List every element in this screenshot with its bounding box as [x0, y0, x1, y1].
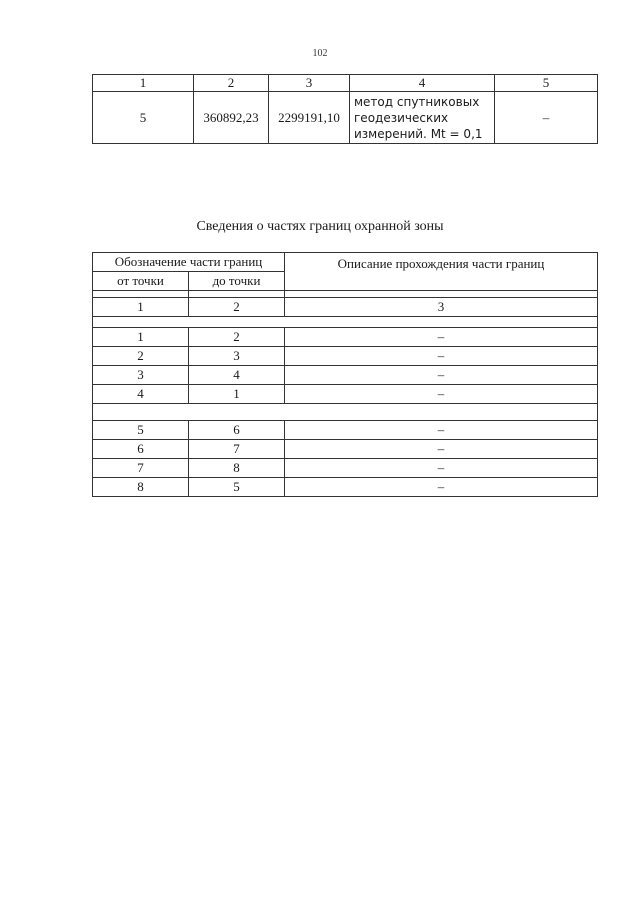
to-cell: 5 [189, 478, 285, 497]
desc-cell: – [285, 459, 598, 478]
from-cell: 5 [93, 421, 189, 440]
gap-row [93, 291, 598, 298]
table-header-row [93, 253, 598, 272]
table-row [93, 478, 598, 497]
number-cell: 3 [285, 298, 598, 317]
to-cell: 4 [189, 366, 285, 385]
header-group-cell: Обозначение части границ [93, 253, 285, 272]
page-number: 102 [312, 48, 328, 59]
table-row [93, 459, 598, 478]
desc-cell: – [285, 328, 598, 347]
table-row [93, 440, 598, 459]
method-line: измерений. Mt = 0,1 [354, 126, 483, 141]
spacer-row [93, 404, 598, 421]
column-numbers-row [93, 298, 598, 317]
x-coordinate-cell: 360892,23 [194, 92, 269, 144]
table-row [93, 92, 598, 144]
from-cell: 8 [93, 478, 189, 497]
section-title: Сведения о частях границ охранной зоны [196, 219, 444, 234]
coordinates-table [92, 74, 598, 144]
y-coordinate-cell: 2299191,10 [269, 92, 350, 144]
number-cell: 2 [189, 298, 285, 317]
from-cell: 1 [93, 328, 189, 347]
number-cell: 1 [93, 298, 189, 317]
to-cell: 6 [189, 421, 285, 440]
from-cell: 2 [93, 347, 189, 366]
desc-cell: – [285, 366, 598, 385]
from-cell: 7 [93, 459, 189, 478]
spacer-row [93, 317, 598, 328]
from-cell: 4 [93, 385, 189, 404]
header-from-cell: от точки [93, 272, 189, 291]
table-row [93, 347, 598, 366]
header-cell: 3 [269, 75, 350, 92]
table-row [93, 385, 598, 404]
table-row [93, 328, 598, 347]
method-line: геодезических [354, 110, 449, 125]
to-cell: 2 [189, 328, 285, 347]
from-cell: 6 [93, 440, 189, 459]
table-row [93, 366, 598, 385]
boundary-parts-table [92, 252, 598, 497]
desc-cell: – [285, 421, 598, 440]
point-cell: 5 [93, 92, 194, 144]
header-cell: 5 [495, 75, 598, 92]
table-row [93, 421, 598, 440]
header-to-cell: до точки [189, 272, 285, 291]
header-cell: 4 [350, 75, 495, 92]
method-cell [350, 92, 495, 144]
header-cell: 2 [194, 75, 269, 92]
method-line: метод спутниковых [354, 94, 480, 109]
desc-cell: – [285, 478, 598, 497]
desc-cell: – [285, 385, 598, 404]
to-cell: 8 [189, 459, 285, 478]
to-cell: 3 [189, 347, 285, 366]
header-desc-cell: Описание прохождения части границ [285, 253, 598, 291]
to-cell: 7 [189, 440, 285, 459]
table-header-row [93, 75, 598, 92]
header-cell: 1 [93, 75, 194, 92]
desc-cell: – [285, 440, 598, 459]
col5-cell: – [495, 92, 598, 144]
desc-cell: – [285, 347, 598, 366]
to-cell: 1 [189, 385, 285, 404]
from-cell: 3 [93, 366, 189, 385]
